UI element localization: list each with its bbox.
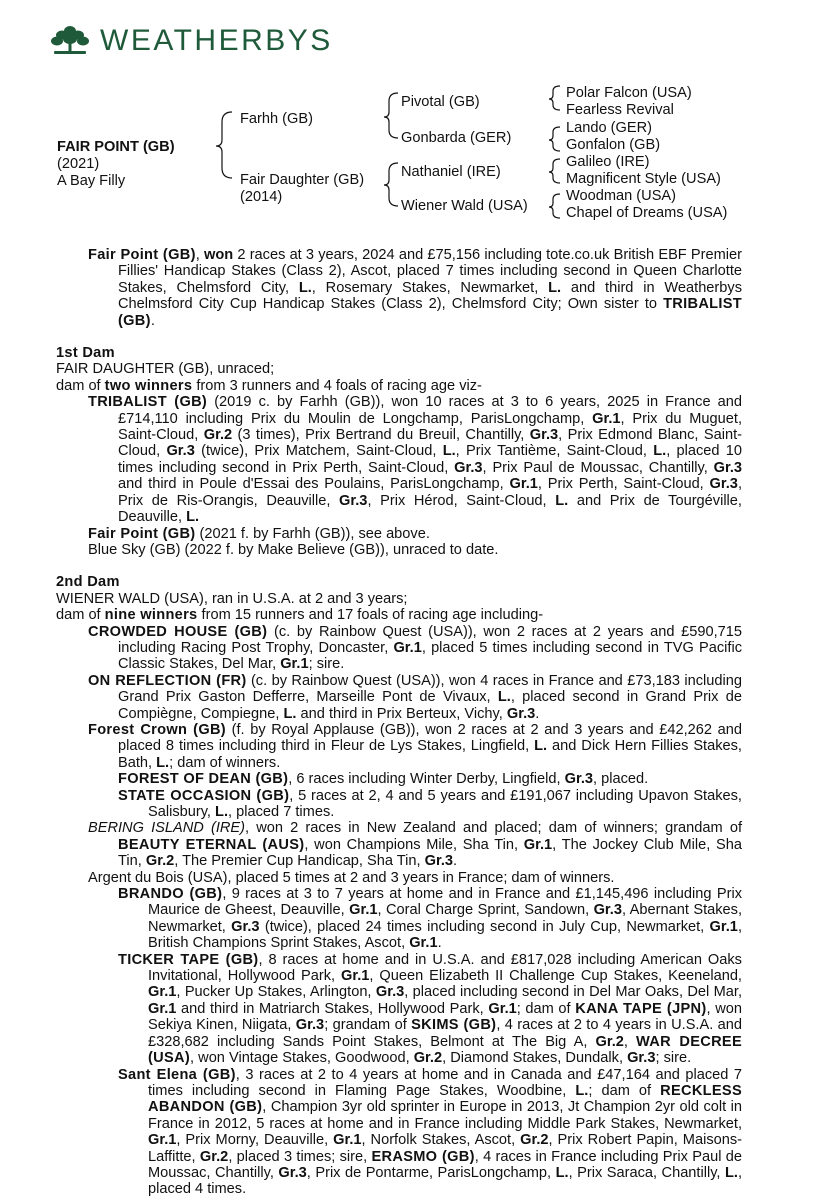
gen3-4: Gonfalon (GB)	[566, 137, 661, 153]
first-dam-produce: dam of two winners from 3 runners and 4 foals of racing age viz-	[56, 377, 482, 394]
entry-bering-island: BERING ISLAND (IRE), won 2 races in New Zealand and placed; dam of winners; grandam of BEAUTY ETERNAL (AUS), won Champions Mile, Sha Tin, Gr.1, The Jockey Club Mile, Sha Tin, Gr.2, The Premier Cup Handicap, Sha Tin, Gr.3.	[88, 820, 743, 870]
pedigree-chart	[0, 0, 814, 240]
gen3-5: Galileo (IRE)	[566, 154, 650, 170]
entry-blue-sky: Blue Sky (GB) (2022 f. by Make Believe (GB)), unraced to date.	[88, 541, 499, 558]
dam-year: (2014)	[240, 189, 283, 205]
entry-state-occasion: STATE OCCASION (GB), 5 races at 2, 4 and 5 years and £191,067 including Upavon Stakes, Salisbury, L., placed 7 times.	[118, 787, 742, 820]
subject-name: FAIR POINT (GB)	[57, 139, 175, 155]
second-dam-produce: dam of nine winners from 15 runners and 17 foals of racing age including-	[56, 607, 544, 624]
sire-sire: Pivotal (GB)	[401, 94, 480, 110]
first-dam-heading: 1st Dam	[56, 345, 115, 362]
entry-crowded-house: CROWDED HOUSE (GB) (c. by Rainbow Quest (USA)), won 2 races at 2 years and £590,715 including Racing Post Trophy, Doncaster, Gr.1, placed 5 times including second in TVG Pacific Classic Stakes, Del Mar, Gr.1; sire.	[88, 623, 742, 673]
brand-wordmark: WEATHERBYS	[100, 24, 333, 57]
entry-forest-of-dean: FOREST OF DEAN (GB), 6 races including Winter Derby, Lingfield, Gr.3, placed.	[118, 771, 649, 788]
dam-sire: Nathaniel (IRE)	[401, 164, 501, 180]
sire-name: Farhh (GB)	[240, 111, 313, 127]
gen3-2: Fearless Revival	[566, 102, 674, 118]
dam-dam: Wiener Wald (USA)	[401, 198, 528, 214]
gen3-6: Magnificent Style (USA)	[566, 171, 721, 187]
entry-sant-elena: Sant Elena (GB), 3 races at 2 to 4 years at home and in Canada and £47,164 and placed 7 times including second in Flaming Page Stakes, Woodbine, L.; dam of RECKLESS ABANDON (GB), Champion 3yr old sprinter in Europe in 2013, Jt Champion 2yr old colt in France in 2012, 5 races at home and in France including Middle Park Stakes, Newmarket, Gr.1, Prix Morny, Deauville, Gr.1, Norfolk Stakes, Ascot, Gr.2, Prix Robert Papin, Maisons-Laffitte, Gr.2, placed 3 times; sire, ERASMO (GB), 4 races in France including Prix Paul de Moussac, Chantilly, Gr.3, Prix de Pontarme, ParisLongchamp, L., Prix Saraca, Chantilly, L., placed 4 times.	[118, 1066, 743, 1198]
entry-argent-du-bois: Argent du Bois (USA), placed 5 times at 2 and 3 years in France; dam of winners.	[88, 869, 615, 886]
first-dam-line: FAIR DAUGHTER (GB), unraced;	[56, 361, 275, 378]
entry-ticker-tape: TICKER TAPE (GB), 8 races at home and in U.S.A. and £817,028 including American Oaks Invitational, Hollywood Park, Gr.1, Queen Elizabeth II Challenge Cup Stakes, Keeneland, Gr.1, Pucker Up Stakes, Arlington, Gr.3, placed including second in Del Mar Oaks, Del Mar, Gr.1 and third in Matriarch Stakes, Hollywood Park, Gr.1; dam of KANA TAPE (JPN), won Sekiya Kinen, Niigata, Gr.3; grandam of SKIMS (GB), 4 races at 2 to 4 years in U.S.A. and £328,682 including Sands Point Stakes, Belmont at The Big A, Gr.2, WAR DECREE (USA), won Vintage Stakes, Goodwood, Gr.2, Diamond Stakes, Dundalk, Gr.3; sire.	[118, 951, 742, 1067]
subject-desc: A Bay Filly	[57, 173, 126, 189]
catalogue-body	[56, 247, 742, 1198]
entry-tribalist: TRIBALIST (GB) (2019 c. by Farhh (GB)), won 10 races at 3 to 6 years, 2025 in France and £714,110 including Prix du Moulin de Longchamp, ParisLongchamp, Gr.1, Prix du Muguet, Saint-Cloud, Gr.2 (3 times), Prix Bertrand du Breuil, Chantilly, Gr.3, Prix Edmond Blanc, Saint-Cloud, Gr.3 (twice), Prix Matchem, Saint-Cloud, L., Prix Tantième, Saint-Cloud, L., placed 10 times including second in Prix Perth, Saint-Cloud, Gr.3, Prix Paul de Moussac, Chantilly, Gr.3 and third in Poule d'Essai des Poulains, ParisLongchamp, Gr.1, Prix Perth, Saint-Cloud, Gr.3, Prix de Ris-Orangis, Deauville, Gr.3, Prix Hérod, Saint-Cloud, L. and Prix de Tourgéville, Deauville, L.	[88, 394, 743, 526]
subject-year: (2021)	[57, 156, 100, 172]
gen3-1: Polar Falcon (USA)	[566, 85, 692, 101]
sire-dam: Gonbarda (GER)	[401, 130, 512, 146]
intro-paragraph: Fair Point (GB), won 2 races at 3 years, 2024 and £75,156 including tote.co.uk British EBF Premier Fillies' Handicap Stakes (Class 2), Ascot, placed 7 times including second in Queen Charlotte Stakes, Chelmsford City, L., Rosemary Stakes, Newmarket, L. and third in Weatherbys Chelmsford City Cup Handicap Stakes (Class 2), Chelmsford City; Own sister to TRIBALIST (GB).	[88, 247, 742, 329]
second-dam-line: WIENER WALD (USA), ran in U.S.A. at 2 and 3 years;	[56, 590, 408, 607]
gen3-7: Woodman (USA)	[566, 188, 677, 204]
gen3-8: Chapel of Dreams (USA)	[566, 205, 728, 221]
entry-fair-point: Fair Point (GB) (2021 f. by Farhh (GB)), see above.	[88, 525, 430, 542]
second-dam-heading: 2nd Dam	[56, 574, 120, 591]
entry-brando: BRANDO (GB), 9 races at 3 to 7 years at home and in France and £1,145,496 including Prix Maurice de Gheest, Deauville, Gr.1, Coral Charge Sprint, Sandown, Gr.3, Abernant Stakes, Newmarket, Gr.3 (twice), placed 24 times including second in July Cup, Newmarket, Gr.1, British Champions Sprint Stakes, Ascot, Gr.1.	[118, 886, 743, 952]
entry-on-reflection: ON REFLECTION (FR) (c. by Rainbow Quest (USA)), won 4 races in France and £73,183 including Grand Prix Gaston Defferre, Marseille Pont de Vivaux, L., placed second in Grand Prix de Compiègne, Compiegne, L. and third in Prix Berteux, Vichy, Gr.3.	[88, 672, 742, 722]
gen3-3: Lando (GER)	[566, 120, 652, 136]
entry-forest-crown: Forest Crown (GB) (f. by Royal Applause (GB)), won 2 races at 2 and 3 years and £42,262 and placed 8 times including third in Fleur de Lys Stakes, Lingfield, L. and Dick Hern Fillies Stakes, Bath, L.; dam of winners.	[88, 721, 742, 771]
dam-name: Fair Daughter (GB)	[240, 172, 365, 188]
